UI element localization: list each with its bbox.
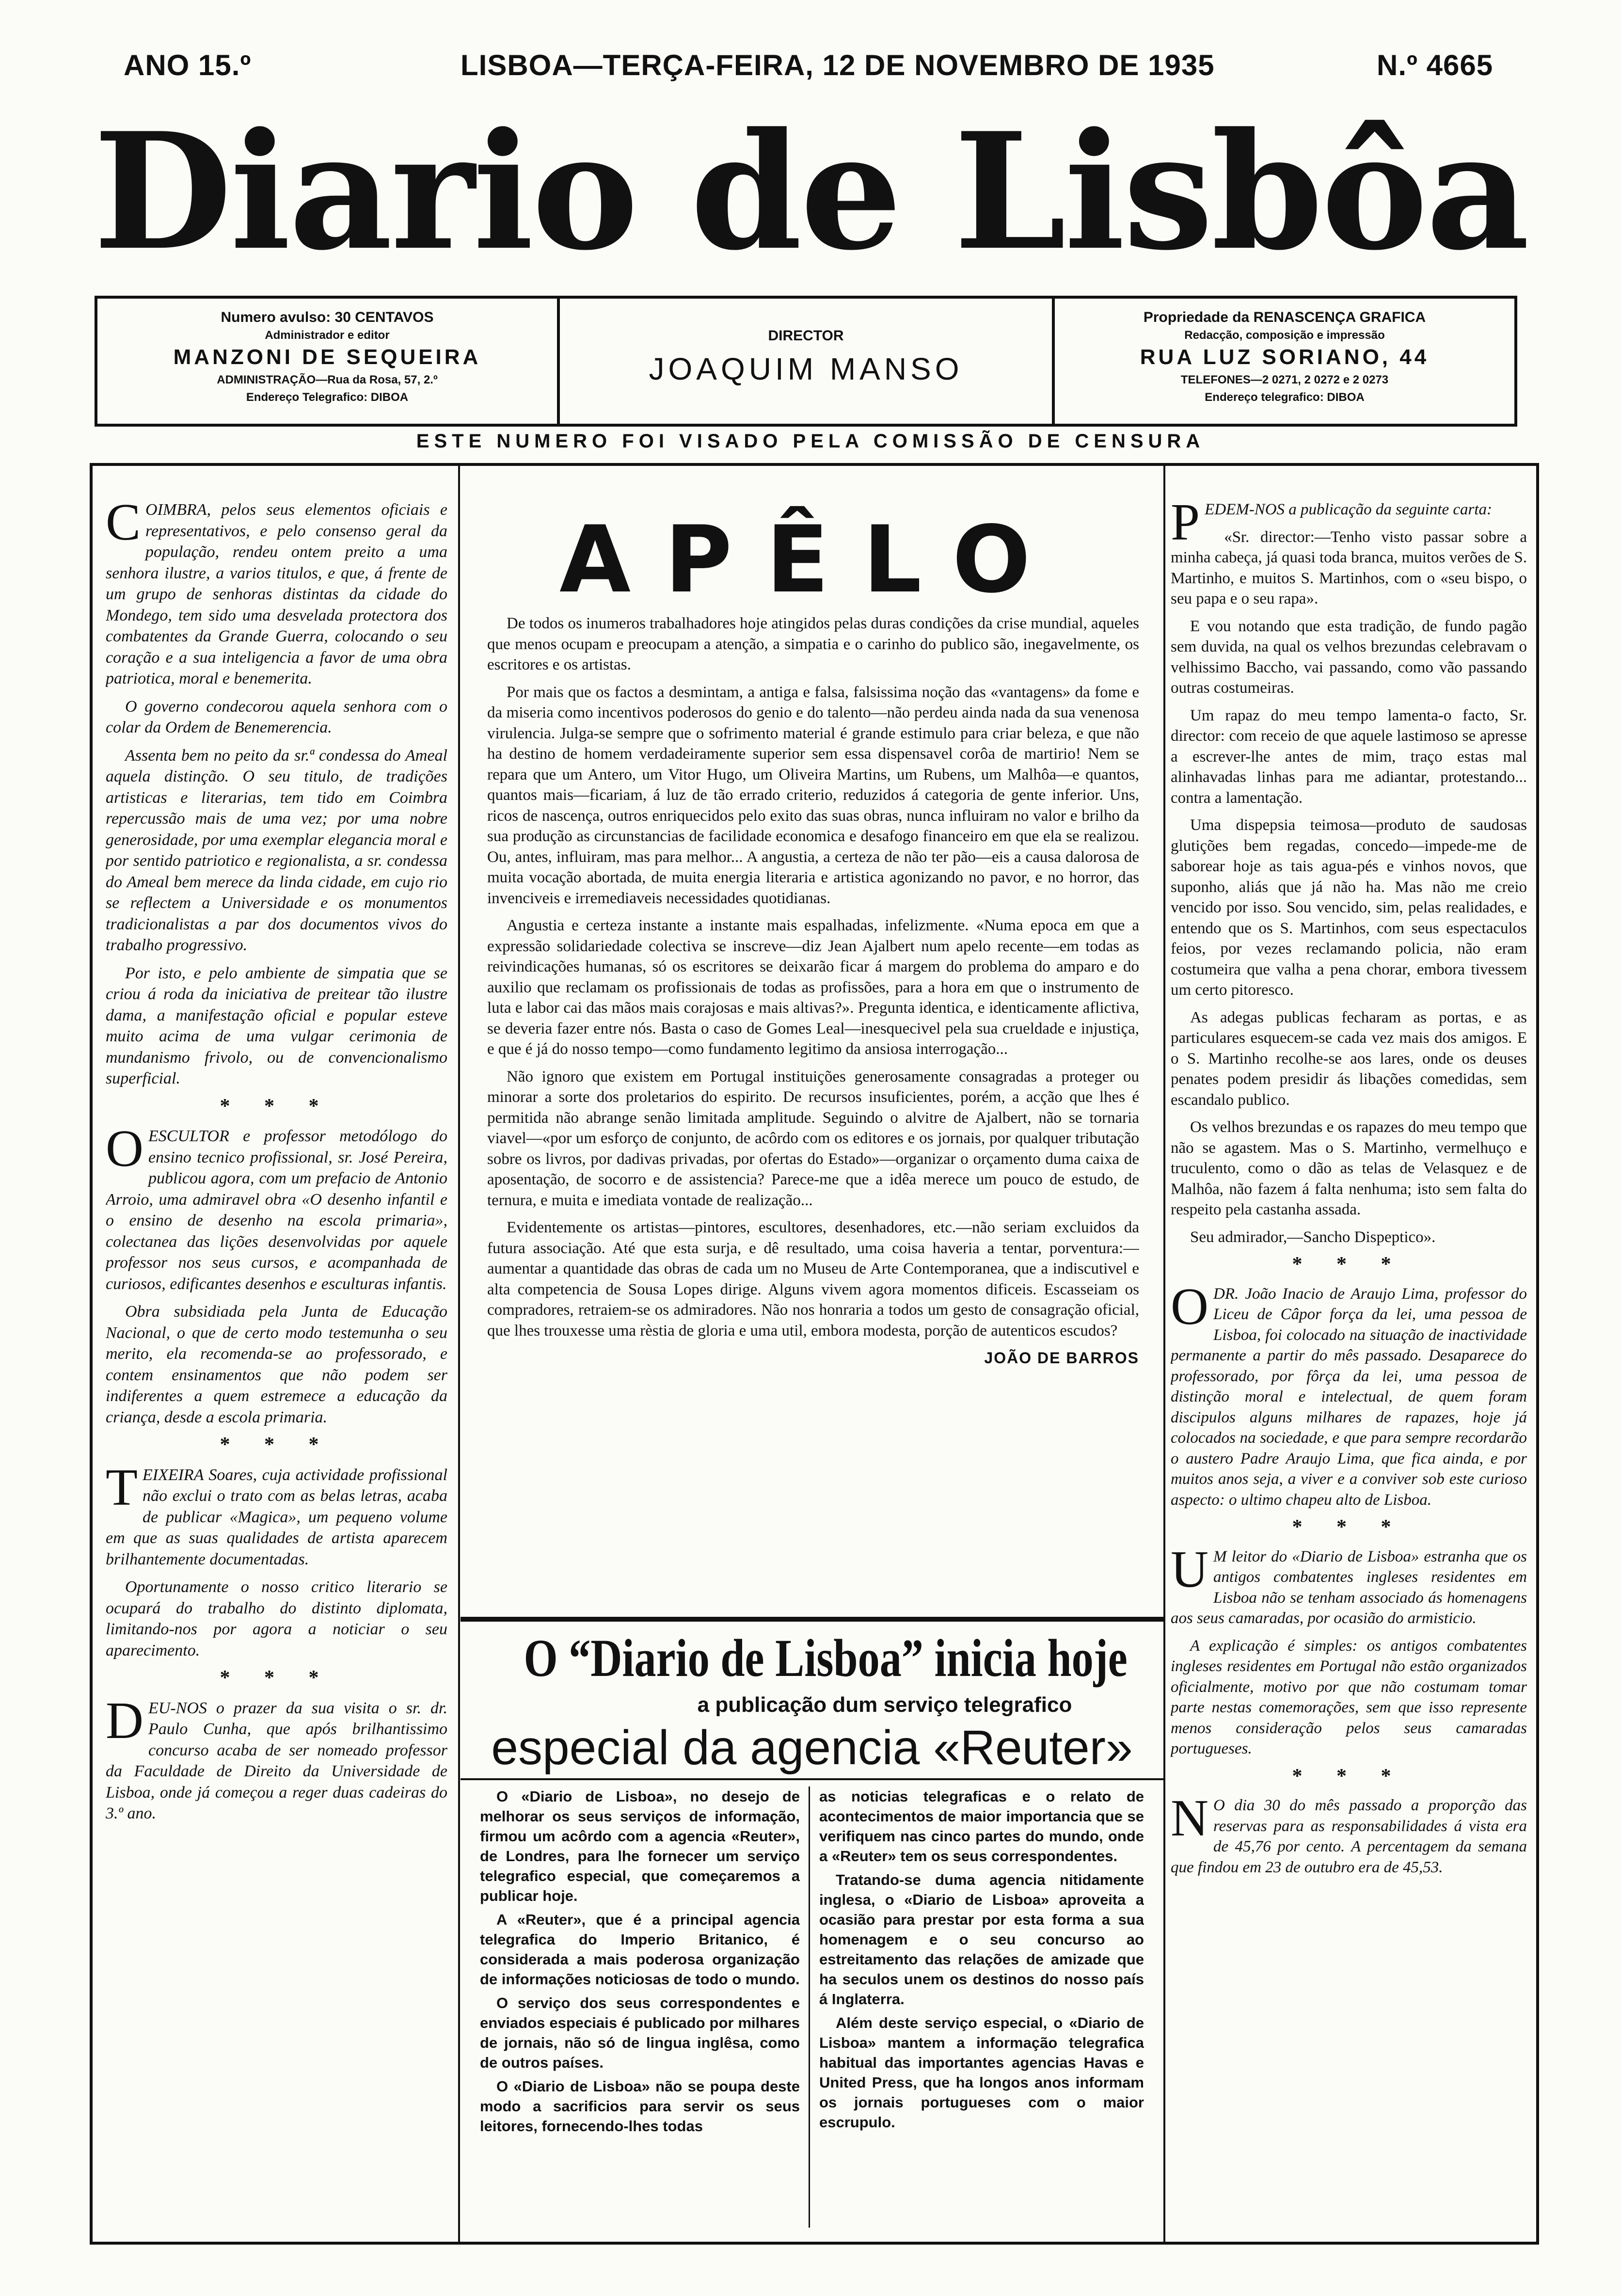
deu-text: EU-NOS o prazer da sua visita o sr. dr. Paulo Cunha, que após brilhantissimo concurso acaba de ser nomeado professor da Faculdade de Direito da Universidade de Lisboa, onde já começou a reger duas cadeiras do 3.º ano.: [106, 1699, 447, 1822]
pedem-intro-text: EDEM-NOS a publicação da seguinte carta:: [1205, 501, 1493, 518]
dateline: LISBOA—TERÇA-FEIRA, 12 DE NOVEMBRO DE 1935: [461, 49, 1215, 81]
info-box-right: [1052, 296, 1517, 427]
info-box-center: [560, 296, 1052, 427]
leitor-text: M leitor do «Diario de Lisboa» estranha que os antigos combatentes ingleses residentes em Lisboa não se tenham associado ás homenagens aos seus camaradas, por ocasião do armisticio.: [1171, 1547, 1527, 1627]
reuter-subheadline-2: especial da agencia «Reuter»: [491, 1721, 1133, 1775]
reuter-c1-paragraph-1: O «Diario de Lisboa», no desejo de melhorar os seus serviços de informação, firmou um acôrdo com a agencia «Reuter», de Londres, para lhe fornecer um serviço telegrafico especial, que começaremos a publicar hoje.: [480, 1788, 800, 1904]
reuter-headline: O “Diario de Lisboa” inicia hoje: [524, 1628, 1128, 1688]
reuter-column-2: [819, 1786, 1144, 2232]
pedem-signoff: Seu admirador,—Sancho Dispeptico».: [1190, 1228, 1436, 1246]
section-divider: * * *: [1292, 1516, 1406, 1538]
info-box-left: [95, 296, 560, 427]
reuter-column-1: [480, 1786, 800, 2232]
reservas-paragraph: [1171, 1789, 1527, 1878]
reuter-c1-paragraph-3: O serviço dos seus correspondentes e enviados especiais é publicado por milhares de jornais, não só de lingua inglêsa, como de outros países.: [480, 1994, 800, 2071]
escultor-paragraph-1: [106, 1120, 447, 1294]
dropcap: U: [1171, 1540, 1208, 1598]
apelo-headline: APÊLO: [559, 506, 1065, 613]
section-divider: * * *: [220, 1667, 334, 1689]
araujo-paragraph: [1171, 1277, 1527, 1511]
pedem-paragraph-3: Um rapaz do meu tempo lamenta-o facto, Sr. director: com receio de que aquele lastimoso se apresse a escrever-lhe antes de mim, traço estas mal alinhavadas linhas para me adiantar, protestando... contra a lamentação.: [1171, 706, 1527, 807]
apelo-paragraph-2: Por mais que os factos a desmintam, a antiga e falsa, falsissima noção das «vantagens» da fome e da miseria como incentivos poderosos do genio e do talento—não perdeu ainda nada da sua venenosa virulencia. Julga-se sempre que o sofrimento material é grande estimulo para criar beleza, e que não ha destino de homem verdadeiramente superior sem essa dispensavel corôa de martirio! Nem se repara que um Antero, um Vitor Hugo, um Oliveira Martins, um Rubens, um Malhôa—e quantos, quantos mais—ficariam, á luz de tão errado criterio, reduzidos á categoria de gente inferior. Uns, ricos de nascença, outros enriquecidos pelo exito das suas obras, nunca influiram no valor e brilho da sua produção as circunstancias de facilidade economica e desafogo financeiro em que ela se realizou. Ou, antes, influiram, mas para melhor... A angustia, a certeza de não ter pão—eis a causa dalorosa de muita vocação abortada, de muita energia literaria e artistica agonizando no pavor, e no horror, das invenciveis e irremediaveis necessidades quotidianas.: [487, 683, 1139, 907]
right-column: [1171, 499, 1527, 2230]
pedem-intro: [1171, 499, 1527, 551]
admin-address: ADMINISTRAÇÃO—Rua da Rosa, 57, 2.º: [217, 373, 438, 386]
apelo-author: JOÃO DE BARROS: [984, 1349, 1139, 1367]
teixeira-text: EIXEIRA Soares, cuja actividade profissional não exclui o trato com as belas letras, acaba de publicar «Magica», um pequeno volume em que as suas qualidades de artista aparecem brilhantemente documentadas.: [106, 1466, 447, 1568]
teixeira-paragraph-1: [106, 1458, 447, 1570]
owner-line: Propriedade da RENASCENÇA GRAFICA: [1143, 309, 1426, 325]
coimbra-text: OIMBRA, pelos seus elementos oficiais e representativos, e pelo consenso geral da população, rendeu ontem preito a uma senhora ilustre, a varios titulos, e que, á frente de um grupo de senhoras distintas da cidade do Mondego, tem sido uma desvelada protectora dos combatentes da Grande Guerra, colocando o seu coração e a sua inteligencia a favor de uma obra patriotica, moral e benemerita.: [106, 501, 447, 687]
press-address: RUA LUZ SORIANO, 44: [1140, 345, 1430, 369]
apelo-paragraph-4: Não ignoro que existem em Portugal instituições generosamente consagradas a proteger ou minorar a sorte dos proletarios do espirito. De recursos insuficientes, porém, a acção que lhes é permitida não abrange senão limitada amplitude. Seguindo o alvitre de Ajalbert, não se tornaria viavel—«por um esforço de conjunto, de acôrdo com os editores e os jornais, por qualquer tributação sobre os livros, por dadivas privadas, por ofertas do Estado»—organizar o orçamento duma caixa de aposentação, de socorro e de assistencia? Parece-me que a idêa merece um pouco de estudo, de ternura, e muita e imediata vontade de realização...: [487, 1068, 1139, 1209]
director-name: JOAQUIM MANSO: [649, 351, 963, 386]
issue-number: N.º 4665: [1377, 49, 1494, 81]
censorship-notice: ESTE NUMERO FOI VISADO PELA COMISSÃO DE CENSURA: [416, 430, 1205, 452]
apelo-paragraph-3: Angustia e certeza instante a instante mais espalhadas, infelizmente. «Numa epoca em que a expressão solidariedade colectiva se inscreve—diz Jean Ajalbert num apelo recente—em todas as reivindicações humanas, só os escritores se deixarão ficar á margem do problema do amparo e do auxilio que reclamam os profissionais de todas as profissões, para a hora em que o instrumento de luta e labor cai das mãos mais corajosas e mais altivas?». Pregunta identica, e identicamente aflictiva, se deveria fazer entre nós. Basta o caso de Gomes Leal—inesquecivel pela sua crueldade e injustiça, e que é já do nosso tempo—como fundamento legitimo da ansiosa interrogação...: [487, 917, 1139, 1058]
price-line: Numero avulso: 30 CENTAVOS: [221, 309, 434, 325]
coimbra-paragraph-2: O governo condecorou aquela senhora com o colar da Ordem de Benemerencia.: [106, 697, 447, 736]
section-divider: * * *: [1292, 1253, 1406, 1276]
admin-role: Administrador e editor: [265, 329, 390, 342]
admin-name: MANZONI DE SEQUEIRA: [173, 345, 481, 369]
coimbra-paragraph-1: [106, 499, 447, 689]
teixeira-paragraph-2: Oportunamente o nosso critico literario se ocupará do trabalho do distinto diplomata, limitando-nos por agora a noticiar o seu aparecimento.: [106, 1578, 447, 1659]
masthead-title: Diario de Lisbôa: [93, 97, 1528, 286]
deu-paragraph-1: [106, 1691, 447, 1824]
press-telegraph: Endereço telegrafico: DIBOA: [1205, 391, 1365, 404]
dropcap: N: [1171, 1789, 1208, 1847]
reuter-column-rule: [809, 1786, 810, 2228]
reuter-rule: [461, 1778, 1163, 1780]
pedem-paragraph-2: E vou notando que esta tradição, de fundo pagão sem duvida, na qual os velhos brezundas celebravam o velhissimo Baccho, vai passando, como vão passando outras costumeiras.: [1171, 617, 1527, 697]
leitor-paragraph-1: [1171, 1540, 1527, 1629]
escultor-paragraph-2: Obra subsidiada pela Junta de Educação Nacional, o que de certo modo testemunha o seu merito, ela recomenda-se ao professorado, e contem ensinamentos que não podem ser indiferentes a quem estremece a educação da criança, desde a escola primaria.: [106, 1303, 447, 1426]
reservas-text: O dia 30 do mês passado a proporção das reservas para as responsabilidades á vista era de 45,76 por cento. A percentagem da semana que findou em 23 de outubro era de 45,53.: [1171, 1797, 1527, 1876]
dropcap: O: [1171, 1277, 1208, 1336]
pedem-paragraph-1: «Sr. director:—Tenho visto passar sobre a minha cabeça, já quasi toda branca, muitos verões de S. Martinho, e muitos S. Martinhos, com o «seu bispo, o seu papa e o seu rapa».: [1171, 528, 1527, 607]
reuter-top-rule: [461, 1617, 1163, 1622]
coimbra-paragraph-3: Assenta bem no peito da sr.ª condessa do Ameal aquela distinção. O seu titulo, de tradições artisticas e literarias, tem tido em Coimbra repercussão mais de uma vez; por uma nobre generosidade, por uma exemplar elegancia moral e por sentido patriotico e regionalista, a sr. condessa do Ameal bem merece da linda cidade, em cujo rio se reflectem a Universidade e os monumentos tradicionalistas a par dos documentos vivos do trabalho progressivo.: [106, 746, 447, 954]
pedem-paragraph-5: As adegas publicas fecharam as portas, e as particulares esquecem-se cada vez mais dos amigos. E o S. Martinho recolhe-se aos lares, onde os deuses penates podem presidir ás libações comedidas, sem escandalo publico.: [1171, 1008, 1527, 1109]
column-rule-right: [1163, 463, 1165, 2245]
dropcap: T: [106, 1458, 138, 1516]
escultor-text: ESCULTOR e professor metodólogo do ensino tecnico profissional, sr. José Pereira, publicou agora, com um prefacio de Antonio Arroio, uma admiravel obra «O desenho infantil e o ensino de desenho na escola primaria», colectanea das lições desenvolvidas por aquele professor nos seus cursos, e acompanhada de curiosos, edificantes desenhos e esculturas infantis.: [106, 1127, 447, 1293]
apelo-article: [487, 613, 1139, 1605]
left-column: [106, 499, 447, 2230]
reuter-c2-paragraph-1: as noticias telegraficas e o relato de acontecimentos de maior importancia que se verifiquem nas cinco partes do mundo, onde a «Reuter» tem os seus correspondentes.: [819, 1788, 1144, 1865]
reuter-c1-paragraph-4: O «Diario de Lisboa» não se poupa deste modo a sacrificios para servir os seus leitores, fornecendo-lhes todas: [480, 2078, 800, 2135]
coimbra-paragraph-4: Por isto, e pelo ambiente de simpatia que se criou á roda da iniciativa de preitear tão ilustre dama, a manifestação oficial e popular esteve muito acima de uma vulgar cerimonia de mundanismo frivolo, ou de convencionalismo superficial.: [106, 964, 447, 1087]
press-phones: TELEFONES—2 0271, 2 0272 e 2 0273: [1180, 373, 1389, 386]
section-divider: * * *: [220, 1434, 334, 1456]
dropcap: D: [106, 1691, 143, 1750]
apelo-paragraph-1: De todos os inumeros trabalhadores hoje atingidos pelas duras condições da crise mundial, aqueles que menos ocupam e preocupam a atenção, a simpatia e o carinho do publico são, inegavelmente, os escritores e os artistas.: [487, 615, 1139, 673]
leitor-paragraph-2: A explicação é simples: os antigos combatentes ingleses residentes em Portugal não estão organizados oficialmente, motivo por que não costumam tomar parte nestas comemorações, sem que isso represente menos consideração pelos seus camaradas portugueses.: [1171, 1637, 1527, 1757]
dropcap: C: [106, 499, 141, 551]
year-label: ANO 15.º: [124, 49, 252, 81]
press-role: Redacção, composição e impressão: [1184, 329, 1385, 342]
reuter-c1-paragraph-2: A «Reuter», que é a principal agencia telegrafica do Imperio Britanico, é considerada a mais poderosa organização de informações noticiosas de todo o mundo.: [480, 1911, 800, 1988]
dropcap: P: [1171, 499, 1200, 551]
dropcap: O: [106, 1120, 143, 1178]
pedem-paragraph-4: Uma dispepsia teimosa—produto de saudosas glutições bem regadas, concedo—impede-me de saborear hoje as tais agua-pés e vinhos novos, que suponho, aliás que já não ha. Mas não me creio vencido por isso. Sou vencido, sim, pelas realidades, e entendo que os S. Martinhos, com seus espectaculos feios, por vezes reclamando policia, não eram costumeira que valha a pena chorar, embora tivessem um certo pitoresco.: [1171, 816, 1527, 999]
director-role: DIRECTOR: [768, 328, 844, 344]
reuter-c2-paragraph-3: Além deste serviço especial, o «Diario de Lisboa» mantem a informação telegrafica habitual das importantes agencias Havas e United Press, que ha longos anos informam os jornais portugueses com o maior escrupulo.: [819, 2014, 1144, 2131]
reuter-subheadline: a publicação dum serviço telegrafico: [697, 1693, 1072, 1717]
column-rule-left: [458, 463, 460, 2245]
admin-telegraph: Endereço Telegrafico: DIBOA: [246, 391, 409, 404]
araujo-text: DR. João Inacio de Araujo Lima, professor do Liceu de Câpor força da lei, uma pessoa de Lisboa, foi colocado na situação de inactividade permanente a partir do mês passado. Desaparece do professorado, por fôrça da lei, uma pessoa de distinção moral e intelectual, de quem foram discipulos alguns milhares de rapazes, hoje já colocados na sociedade, e que para sempre recordarão o austero Padre Araujo Lima, que fica ainda, e por muitos anos seja, a viver e a conviver sob este curioso aspecto: o ultimo chapeu alto de Lisboa.: [1171, 1285, 1527, 1509]
section-divider: * * *: [220, 1095, 334, 1117]
apelo-paragraph-5: Evidentemente os artistas—pintores, escultores, desenhadores, etc.—não seriam excluidos da futura associação. Até que esta surja, e dê resultado, uma coisa haveria a tentar, porventura:—aumentar a quantidade das obras de cada um no Museu de Arte Contemporanea, que a indiscutivel e alta competencia de Sousa Lopes dirige. Alguns vivem agora momentos dificeis. Escasseiam os compradores, retraiem-se os admiradores. Não nos honraria a todos um gesto de consagração oficial, que lhes trouxesse uma rèstia de gloria e uma util, embora modesta, porção de autenticos escudos?: [487, 1219, 1139, 1339]
pedem-paragraph-6: Os velhos brezundas e os rapazes do meu tempo que não se agastem. Mas o S. Martinho, vermelhuço e truculento, como o dão as telas de Velasquez e de Malhôa, não fazem á falta nenhuma; isto sem falta do respeito pela castanha assada.: [1171, 1118, 1527, 1218]
section-divider: * * *: [1292, 1765, 1406, 1787]
reuter-c2-paragraph-2: Tratando-se duma agencia nitidamente inglesa, o «Diario de Lisboa» aproveita a ocasião para prestar por esta forma a sua homenagem e o seu concurso ao estreitamento das relações de amizade que ha seculos unem os destinos do nosso país á Inglaterra.: [819, 1871, 1144, 2008]
